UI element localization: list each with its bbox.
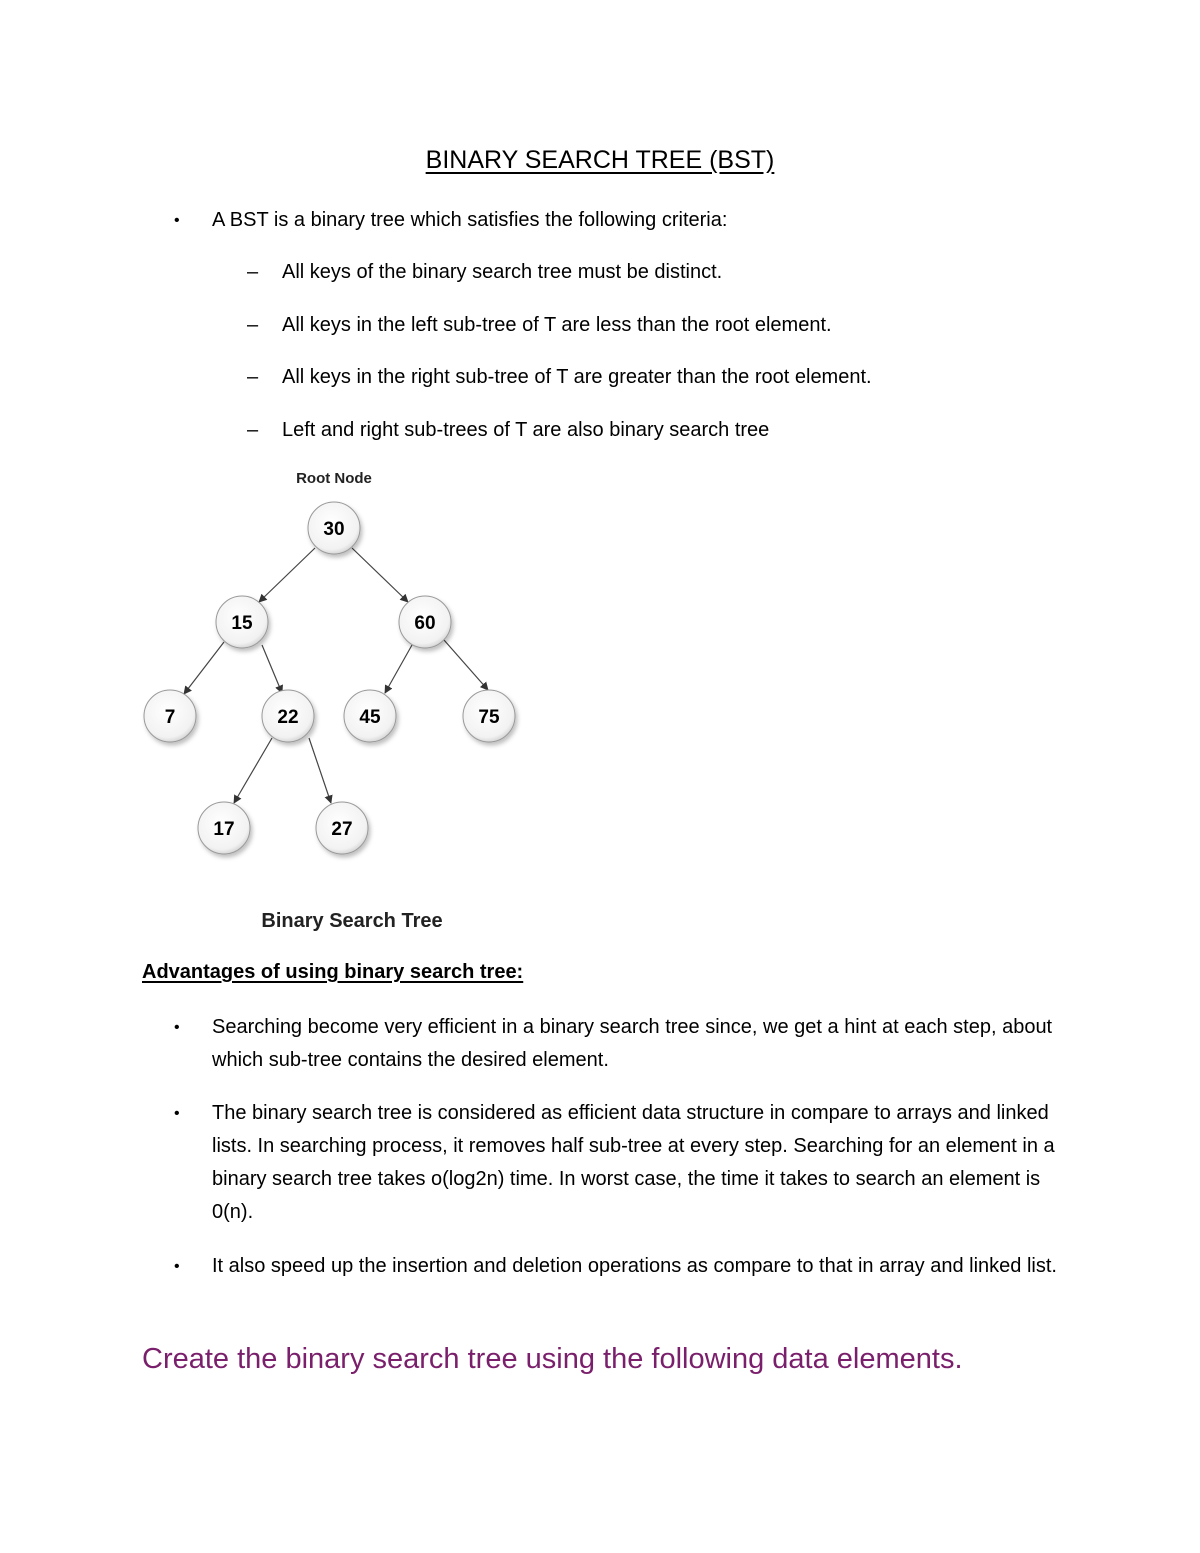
intro-text: A BST is a binary tree which satisfies the following criteria:: [212, 209, 728, 231]
dash-marker: –: [247, 419, 259, 441]
bullet-marker: •: [174, 1019, 180, 1036]
node-value: 75: [478, 707, 500, 728]
tree-edge: [352, 548, 408, 602]
binary-search-tree-figure: [120, 455, 560, 945]
dash-marker: –: [247, 366, 259, 388]
advantage-text: It also speed up the insertion and deletion operations as compare to that in array and linked list.: [212, 1255, 1057, 1277]
tree-node: [399, 596, 451, 648]
page-title: BINARY SEARCH TREE (BST): [425, 146, 775, 174]
tree-edge: [385, 645, 412, 693]
tree-node: [308, 502, 360, 554]
task-instruction: Create the binary search tree using the following data elements.: [142, 1343, 963, 1375]
node-value: 17: [213, 819, 235, 840]
tree-node: [262, 690, 314, 742]
criteria-text: Left and right sub-trees of T are also binary search tree: [282, 419, 770, 441]
advantages-heading: Advantages of using binary search tree:: [142, 961, 524, 983]
node-value: 15: [231, 613, 253, 634]
node-value: 45: [359, 707, 381, 728]
node-value: 7: [164, 707, 176, 728]
criteria-text: All keys in the right sub-tree of T are greater than the root element.: [282, 366, 872, 388]
tree-node: [198, 802, 250, 854]
tree-edge: [444, 640, 488, 690]
tree-node: [144, 690, 196, 742]
dash-marker: –: [247, 261, 259, 283]
tree-node: [344, 690, 396, 742]
tree-node: [316, 802, 368, 854]
bullet-marker: •: [174, 1258, 180, 1275]
bullet-marker: •: [174, 212, 180, 229]
node-value: 22: [277, 707, 299, 728]
dash-marker: –: [247, 314, 259, 336]
tree-node: [463, 690, 515, 742]
bullet-marker: •: [174, 1105, 180, 1122]
criteria-text: All keys in the left sub-tree of T are less than the root element.: [282, 314, 832, 336]
node-value: 27: [331, 819, 353, 840]
tree-edge: [262, 645, 282, 693]
advantage-text: Searching become very efficient in a binary search tree since, we get a hint at each step, about which sub-tree contains the desired element.: [212, 1016, 1053, 1071]
tree-edge: [234, 738, 272, 803]
root-node-label: Root Node: [296, 470, 372, 487]
figure-caption: Binary Search Tree: [261, 910, 443, 932]
node-value: 30: [323, 519, 345, 540]
tree-edge: [184, 642, 224, 694]
tree-edge: [309, 738, 331, 803]
tree-node: [216, 596, 268, 648]
tree-edge: [259, 548, 315, 602]
criteria-text: All keys of the binary search tree must be distinct.: [282, 261, 723, 283]
advantage-text: The binary search tree is considered as efficient data structure in compare to arrays and linked lists. In searching process, it removes half sub-tree at every step. Searching for an element in a binary search tree takes o(log2n) time. In worst case, the time it takes to search an element is 0(n).: [212, 1102, 1055, 1223]
node-value: 60: [414, 613, 436, 634]
